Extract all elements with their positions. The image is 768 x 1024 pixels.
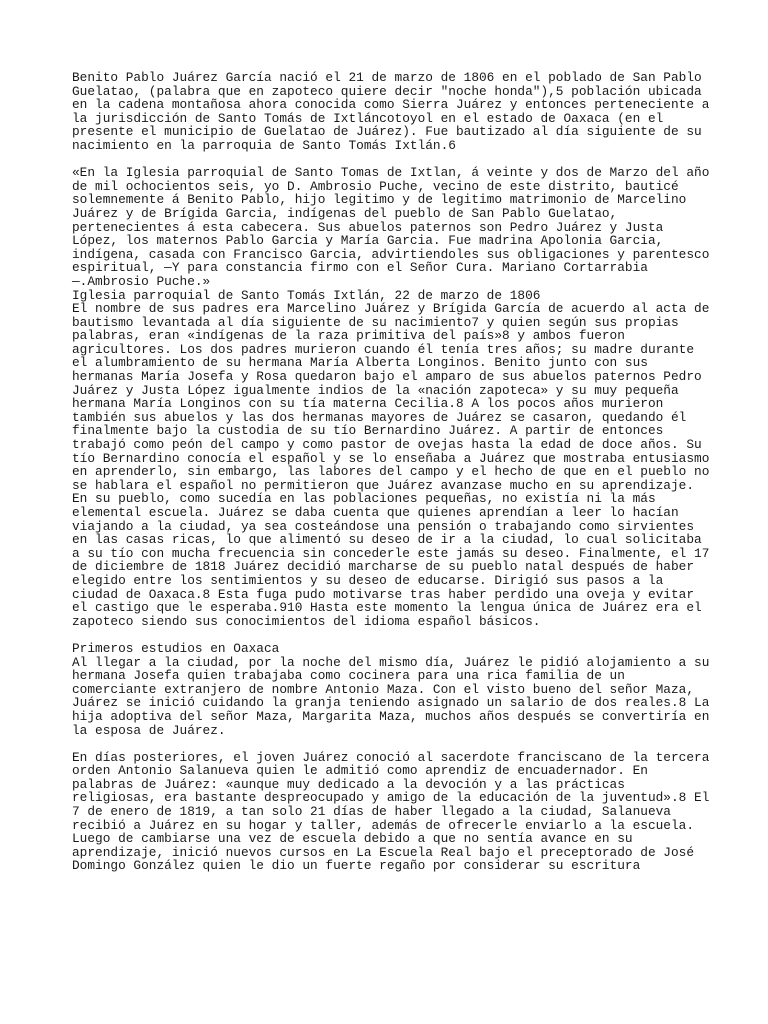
section-heading: Primeros estudios en Oaxaca <box>72 640 280 656</box>
paragraph-early-studies: En días posteriores, el joven Juárez conoció al sacerdote franciscano de la tercera orden Antonio Salanueva quien le admitió como aprendiz de encuadernador. En palabras de Juárez: «aunque muy dedicado a la devoción y a las prácticas religiosas, era bastante despreocupado y amigo de la educación de la juventud».8 El 7 de enero de 1819, a tan solo 21 días de haber llegado a la ciudad, Salanueva recibió a Juárez en su hogar y taller, además de ofrecerle enviarlo a la escuela. Luego de cambiarse una vez de escuela debido a que no sentía avance en su aprendizaje, inició nuevos cursos en La Escuela Real bajo el preceptorado de José Domingo González quien le dio un fuerte regaño por considerar su escritura <box>72 749 710 874</box>
paragraph-gap <box>72 628 712 642</box>
paragraph-gap <box>72 737 712 751</box>
document-page <box>72 71 712 873</box>
paragraph-birth: Benito Pablo Juárez García nació el 21 de marzo de 1806 en el poblado de San Pablo Guelatao, (palabra que en zapoteco quiere decir "noche honda"),5 población ubicada en la cadena montañosa ahora conocida como Sierra Juárez y entonces perteneciente a la jurisdicción de Santo Tomás de Ixtláncotoyol en el estado de Oaxaca (en el presente el municipio de Guelatao de Juárez). Fue bautizado al día siguiente de su nacimiento en la parroquia de Santo Tomás Ixtlán.6 <box>72 70 710 153</box>
baptism-record-caption: Iglesia parroquial de Santo Tomás Ixtlán, 22 de marzo de 1806 <box>72 287 541 303</box>
paragraph-arrival-oaxaca: Al llegar a la ciudad, por la noche del mismo día, Juárez le pidió alojamiento a su hermana Josefa quien trabajaba como cocinera para una rica familia de un comerciante extranjero de nombre Antonio Maza. Con el visto bueno del señor Maza, Juárez se inició cuidando la granja teniendo asignado un salario de dos reales.8 La hija adoptiva del señor Maza, Margarita Maza, muchos años después se convertiría en la esposa de Juárez. <box>72 654 710 738</box>
baptism-record-quote: «En la Iglesia parroquial de Santo Tomas de Ixtlan, á veinte y dos de Marzo del año de mil ochocientos seis, yo D. Ambrosio Puche, vecino de este distrito, bauticé solemnemente á Benito Pablo, hijo legitimo y de legitimo matrimonio de Marcelino Juárez y de Brígida Garcia, indígenas del pueblo de San Pablo Guelatao, pertenecientes á esta cabecera. Sus abuelos paternos son Pedro Juárez y Justa López, los maternos Pablo Garcia y María Garcia. Fue madrina Apolonia Garcia, indígena, casada con Francisco Garcia, advirtiendoles sus obligaciones y parentesco espiritual, —Y para constancia firmo con el Señor Cura. Mariano Cortarrabia —.Ambrosio Puche.» <box>72 165 710 289</box>
paragraph-gap <box>72 153 712 167</box>
paragraph-parents: El nombre de sus padres era Marcelino Juárez y Brígida García de acuerdo al acta de bautismo levantada al día siguiente de su nacimiento7 y quien según sus propias palabras, eran «indígenas de la raza primitiva del país»8 y ambos fueron agricultores. Los dos padres murieron cuando él tenía tres años; su madre durante el alumbramiento de su hermana María Alberta Longinos. Benito junto con sus hermanas María Josefa y Rosa quedaron bajo el amparo de sus abuelos paternos Pedro Juárez y Justa López igualmente indios de la «nación zapoteca» y su muy pequeña hermana María Longinos con su tía materna Cecilia.8 A los pocos años murieron también sus abuelos y las dos hermanas mayores de Juárez se casaron, quedando él finalmente bajo la custodia de su tío Bernardino Juárez. A partir de entonces trabajó como peón del campo y como pastor de ovejas hasta la edad de doce años. Su tío Bernardino conocía el español y se lo enseñaba a Juárez que mostraba entusiasmo en aprenderlo, sin embargo, las labores del campo y el hecho de que en el pueblo no se hablara el español no permitieron que Juárez avanzase mucho en su aprendizaje. En su pueblo, como sucedía en las poblaciones pequeñas, no existía ni la más elemental escuela. Juárez se daba cuenta que quienes aprendían a leer lo hacían viajando a la ciudad, ya sea costeándose una pensión o trabajando como sirvientes en las casas ricas, lo que alimentó su deseo de ir a la ciudad, lo cual solicitaba a su tío con mucha frecuencia sin concederle este jamás su deseo. Finalmente, el 17 de diciembre de 1818 Juárez decidió marcharse de su pueblo natal después de haber elegido entre los sentimientos y su deseo de educarse. Dirigió sus pasos a la ciudad de Oaxaca.8 Esta fuga pudo motivarse tras haber perdido una oveja y evitar el castigo que le esperaba.910 Hasta este momento la lengua única de Juárez era el zapoteco siendo sus conocimientos del idioma español básicos. <box>72 301 710 629</box>
